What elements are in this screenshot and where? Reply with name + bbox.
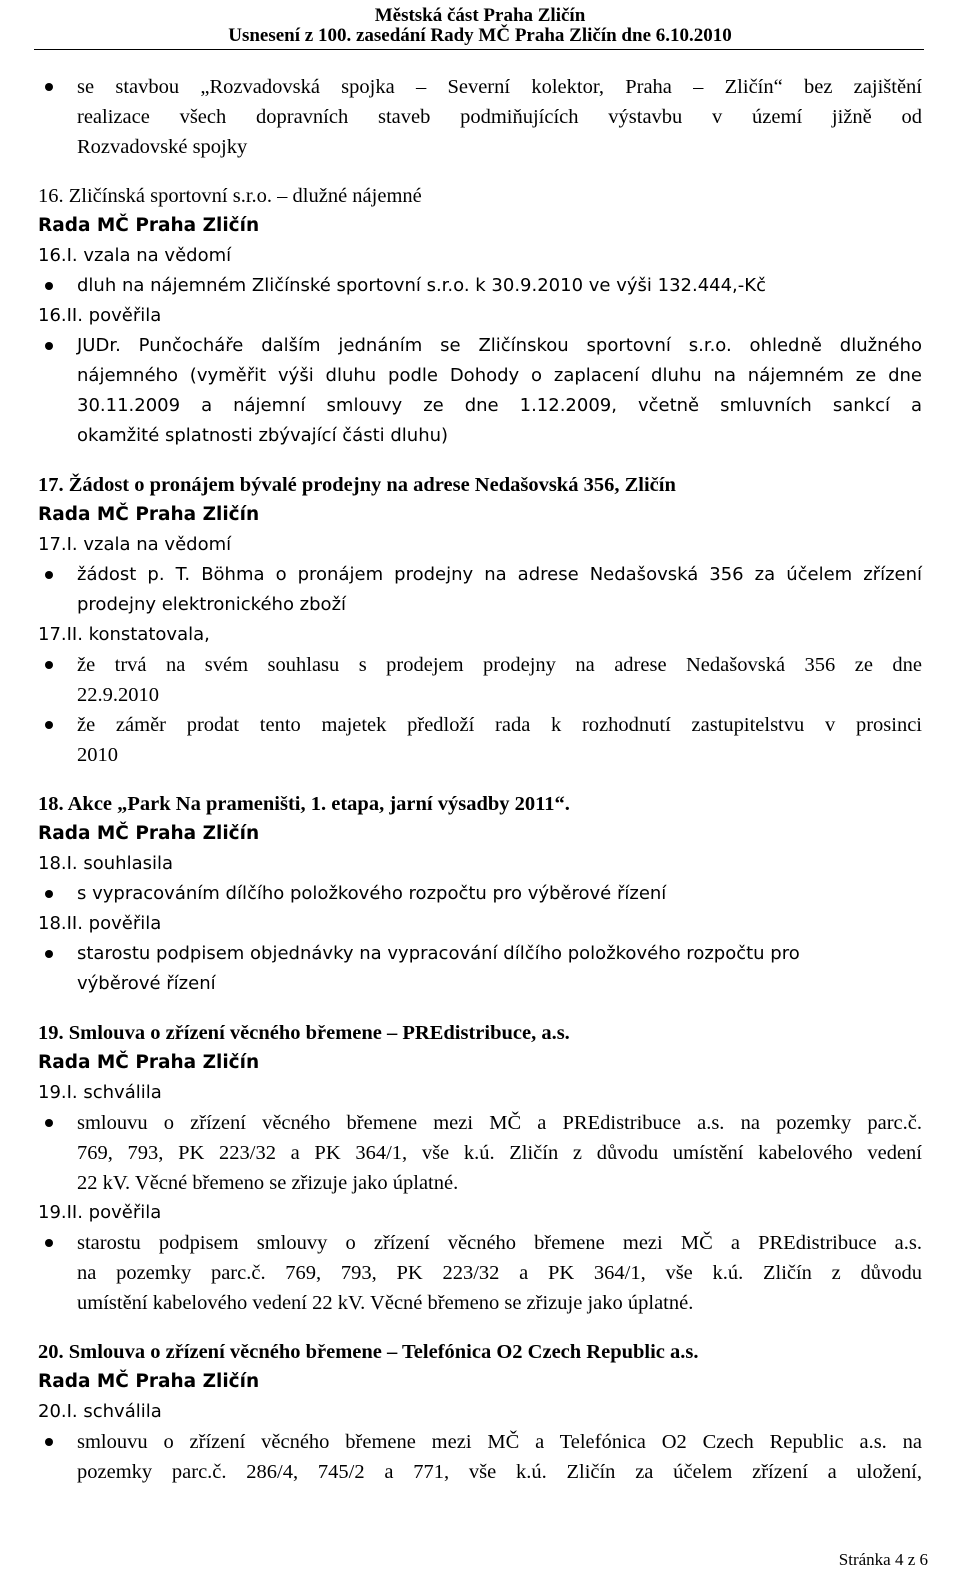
bullet-icon [45, 890, 53, 898]
resolution-label: 16.I. vzala na vědomí [38, 245, 232, 266]
text-line: starostu podpisem objednávky na vypracování dílčího položkového rozpočtu pro [77, 943, 800, 964]
document-body [38, 72, 922, 1487]
text-line: 769, 793, PK 223/32 a PK 364/1, vše k.ú. Zličín z důvodu umístění kabelového vedení [77, 1142, 922, 1164]
section-title: 20. Smlouva o zřízení věcného břemene – Telefónica O2 Czech Republic a.s. [38, 1341, 699, 1363]
text-line: Rozvadovské spojky [77, 136, 248, 158]
text-line: 22 kV. Věcné břemeno se zřizuje jako úplatné. [77, 1172, 459, 1194]
text-line: smlouvu o zřízení věcného břemene mezi MČ a Telefónica O2 Czech Republic a.s. na [77, 1431, 922, 1453]
document-header [0, 6, 960, 46]
list-item [38, 879, 922, 909]
text-line: prodejny elektronického zboží [77, 594, 347, 615]
bullet-icon [45, 1239, 53, 1247]
list-item [38, 72, 922, 162]
text-line: realizace všech dopravních staveb podmiňujících výstavbu v území jižně od [77, 106, 922, 128]
section-title: 19. Smlouva o zřízení věcného břemene – PREdistribuce, a.s. [38, 1022, 570, 1044]
text-line: že trvá na svém souhlasu s prodejem prodejny na adrese Nedašovská 356 ze dne [77, 654, 922, 676]
text-line: JUDr. Punčocháře dalším jednáním se Zličínskou sportovní s.r.o. ohledně dlužného [77, 335, 922, 356]
text-line: na pozemky parc.č. 769, 793, PK 223/32 a PK 364/1, vše k.ú. Zličín z důvodu [77, 1262, 922, 1284]
header-rule [34, 49, 924, 50]
bullet-icon [45, 282, 53, 290]
text-line: pozemky parc.č. 286/4, 745/2 a 771, vše k.ú. Zličín za účelem zřízení a uložení, [77, 1461, 922, 1483]
council-label: Rada MČ Praha Zličín [38, 215, 260, 236]
text-line: starostu podpisem smlouvy o zřízení věcného břemene mezi MČ a PREdistribuce a.s. [77, 1232, 922, 1254]
list-item [38, 939, 922, 999]
resolution-label: 19.II. pověřila [38, 1202, 162, 1223]
list-item [38, 560, 922, 620]
text-line: umístění kabelového vedení 22 kV. Věcné břemeno se zřizuje jako úplatné. [77, 1292, 694, 1314]
text-line: 30.11.2009 a nájemní smlouvy ze dne 1.12.2009, včetně smluvních sankcí a [77, 395, 922, 416]
bullet-icon [45, 1438, 53, 1446]
bullet-icon [45, 571, 53, 579]
council-label: Rada MČ Praha Zličín [38, 1052, 260, 1073]
bullet-icon [45, 950, 53, 958]
resolution-label: 18.I. souhlasila [38, 853, 174, 874]
council-label: Rada MČ Praha Zličín [38, 1371, 260, 1392]
bullet-icon [45, 83, 53, 91]
page-number: Stránka 4 z 6 [838, 1550, 928, 1569]
resolution-label: 16.II. pověřila [38, 305, 162, 326]
text-line: žádost p. T. Böhma o pronájem prodejny na adrese Nedašovská 356 za účelem zřízení [77, 564, 922, 585]
header-municipality: Městská část Praha Zličín [374, 5, 586, 26]
list-item [38, 271, 922, 301]
header-resolution: Usnesení z 100. zasedání Rady MČ Praha Zličín dne 6.10.2010 [228, 25, 732, 46]
text-line: že záměr prodat tento majetek předloží rada k rozhodnutí zastupitelstvu v prosinci [77, 714, 922, 736]
bullet-icon [45, 661, 53, 669]
list-item [38, 331, 922, 451]
text-line: výběrové řízení [77, 973, 216, 994]
list-item [38, 1427, 922, 1487]
council-label: Rada MČ Praha Zličín [38, 504, 260, 525]
text-line: s vypracováním dílčího položkového rozpočtu pro výběrové řízení [77, 883, 667, 904]
list-item [38, 650, 922, 710]
text-line: nájemného (vyměřit výši dluhu podle Dohody o zaplacení dluhu na nájemném ze dne [77, 365, 922, 386]
list-item [38, 1228, 922, 1318]
resolution-label: 19.I. schválila [38, 1082, 162, 1103]
resolution-label: 20.I. schválila [38, 1401, 162, 1422]
text-line: 22.9.2010 [77, 684, 159, 706]
text-line: se stavbou „Rozvadovská spojka – Severní kolektor, Praha – Zličín“ bez zajištění [77, 76, 922, 98]
bullet-icon [45, 342, 53, 350]
text-line: dluh na nájemném Zličínské sportovní s.r.o. k 30.9.2010 ve výši 132.444,-Kč [77, 275, 766, 296]
resolution-label: 18.II. pověřila [38, 913, 162, 934]
bullet-icon [45, 721, 53, 729]
resolution-label: 17.II. konstatovala, [38, 624, 210, 645]
list-item [38, 710, 922, 770]
council-label: Rada MČ Praha Zličín [38, 823, 260, 844]
text-line: smlouvu o zřízení věcného břemene mezi MČ a PREdistribuce a.s. na pozemky parc.č. [77, 1112, 922, 1134]
resolution-label: 17.I. vzala na vědomí [38, 534, 232, 555]
section-title: 17. Žádost o pronájem bývalé prodejny na adrese Nedašovská 356, Zličín [38, 474, 676, 496]
bullet-icon [45, 1119, 53, 1127]
list-item [38, 1108, 922, 1198]
section-title: 18. Akce „Park Na prameništi, 1. etapa, jarní výsadby 2011“. [38, 793, 570, 815]
text-line: 2010 [77, 744, 118, 766]
section-title: 16. Zličínská sportovní s.r.o. – dlužné nájemné [38, 185, 422, 207]
text-line: okamžité splatnosti zbývající části dluhu) [77, 425, 449, 446]
